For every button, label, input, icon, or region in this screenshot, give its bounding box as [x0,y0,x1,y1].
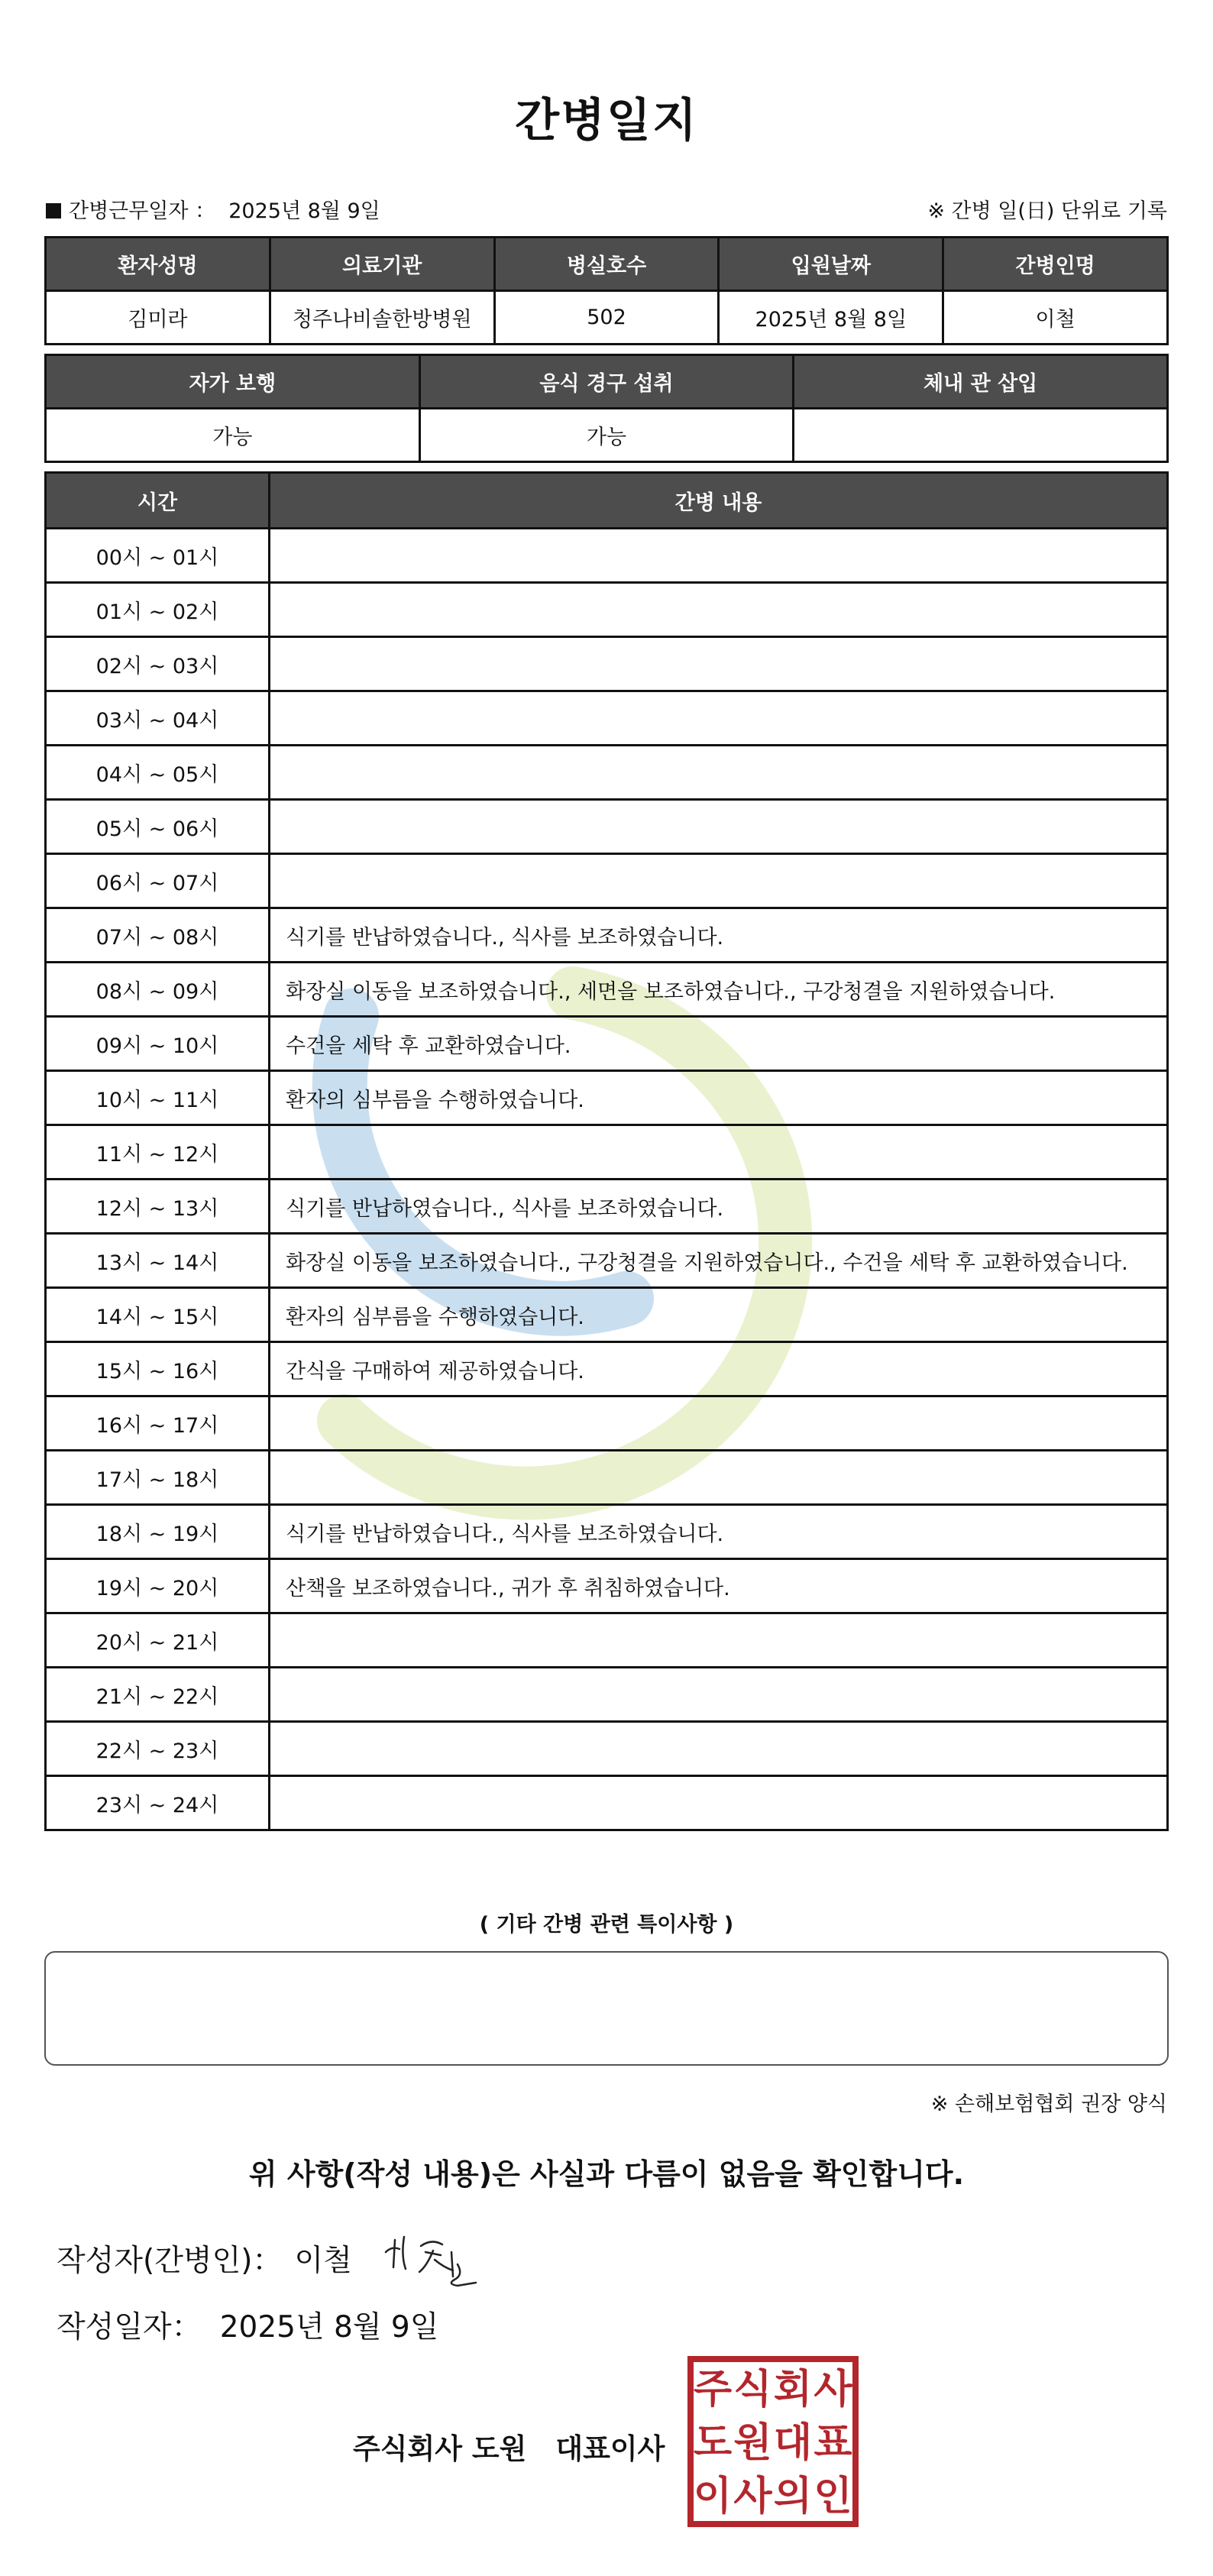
seal-char: 회 [773,2367,813,2413]
self-walking-cell: 가능 [46,409,420,462]
time-slot-cell: 23시 ~ 24시 [46,1776,270,1830]
room-number-cell: 502 [494,291,719,345]
table-row [46,1071,1168,1125]
table-row [46,1342,1168,1396]
care-content-cell [270,1396,1168,1451]
care-content-cell: 환자의 심부름을 수행하였습니다. [270,1071,1168,1125]
table-row [46,1559,1168,1613]
seal-char: 이 [693,2474,733,2519]
care-content-cell: 식기를 반납하였습니다., 식사를 보조하였습니다. [270,1505,1168,1559]
care-content-cell: 산책을 보조하였습니다., 귀가 후 취침하였습니다. [270,1559,1168,1613]
seal-char: 사 [733,2474,772,2519]
table-row [46,1234,1168,1288]
time-slot-cell: 14시 ~ 15시 [46,1288,270,1342]
header-care-content: 간병 내용 [270,473,1168,529]
header-caregiver-name: 간병인명 [943,238,1168,291]
table-row [46,1722,1168,1776]
table-row [46,1451,1168,1505]
time-slot-cell: 02시 ~ 03시 [46,637,270,691]
time-slot-cell: 13시 ~ 14시 [46,1234,270,1288]
write-date-line [57,2303,438,2346]
time-slot-cell: 16시 ~ 17시 [46,1396,270,1451]
care-content-cell [270,637,1168,691]
time-slot-cell: 04시 ~ 05시 [46,746,270,800]
table-row [46,1613,1168,1668]
header-oral-intake: 음식 경구 섭취 [419,355,794,409]
patient-name-cell: 김미라 [46,291,270,345]
table-row [46,583,1168,637]
time-slot-cell: 00시 ~ 01시 [46,529,270,583]
header-room-number: 병실호수 [494,238,719,291]
care-content-cell [270,691,1168,746]
table-row [46,637,1168,691]
care-content-cell: 화장실 이동을 보조하였습니다., 세면을 보조하였습니다., 구강청결을 지원하였습니다. [270,963,1168,1017]
header-hospital: 의료기관 [270,238,494,291]
writer-name: 이철 [294,2244,352,2278]
time-slot-cell: 10시 ~ 11시 [46,1071,270,1125]
seal-char: 원 [733,2420,772,2466]
write-date-value: 2025년 8월 9일 [219,2310,439,2345]
table-row [46,1125,1168,1180]
time-slot-cell: 19시 ~ 20시 [46,1559,270,1613]
table-row [46,963,1168,1017]
time-slot-cell: 09시 ~ 10시 [46,1017,270,1071]
seal-char: 주 [693,2367,733,2413]
time-slot-cell: 07시 ~ 08시 [46,908,270,963]
time-slot-cell: 12시 ~ 13시 [46,1180,270,1234]
seal-char: 도 [693,2420,733,2466]
daily-record-note: ※ 간병 일(日) 단위로 기록 [927,199,1167,223]
seal-char: 대 [773,2420,813,2466]
time-slot-cell: 18시 ~ 19시 [46,1505,270,1559]
care-content-cell [270,854,1168,908]
care-content-cell [270,583,1168,637]
work-date-label: 간병근무일자 ： [69,199,216,223]
table-row [46,691,1168,746]
company-name: 주식회사 도원 [353,2432,527,2465]
time-slot-cell: 17시 ~ 18시 [46,1451,270,1505]
header-time: 시간 [46,473,270,529]
time-slot-cell: 03시 ~ 04시 [46,691,270,746]
time-slot-cell: 11시 ~ 12시 [46,1125,270,1180]
seal-char: 표 [814,2420,852,2466]
care-content-cell [270,1668,1168,1722]
header-tube-insertion: 체내 관 삽입 [794,355,1168,409]
company-line [353,2426,665,2467]
seal-char: 사 [814,2367,852,2413]
time-slot-cell: 05시 ~ 06시 [46,800,270,854]
writer-label: 작성자(간병인)： [57,2244,283,2278]
work-date-value: 2025년 8월 9일 [228,199,380,223]
table-row [46,1017,1168,1071]
header-self-walking: 자가 보행 [46,355,420,409]
patient-info-table [44,236,1169,345]
time-slot-cell: 08시 ~ 09시 [46,963,270,1017]
table-row [46,746,1168,800]
care-content-cell [270,1451,1168,1505]
seal-char: 의 [773,2474,813,2519]
table-row [46,1668,1168,1722]
table-row [46,1180,1168,1234]
seal-char: 식 [733,2367,772,2413]
table-row [46,1396,1168,1451]
header-patient-name: 환자성명 [46,238,270,291]
time-slot-cell: 20시 ~ 21시 [46,1613,270,1668]
patient-status-table [44,354,1169,463]
table-row [46,1505,1168,1559]
table-row [46,800,1168,854]
table-row [46,1776,1168,1830]
hospital-cell: 청주나비솔한방병원 [270,291,494,345]
time-slot-cell: 21시 ~ 22시 [46,1668,270,1722]
seal-char: 인 [814,2474,852,2519]
care-content-cell [270,1125,1168,1180]
admission-date-cell: 2025년 8월 8일 [719,291,943,345]
header-admission-date: 입원날짜 [719,238,943,291]
care-log-table [44,471,1169,1831]
table-row [46,529,1168,583]
memo-title: ( 기타 간병 관련 특이사항 ) [479,1913,734,1937]
special-notes-box [44,1951,1169,2066]
care-content-cell: 식기를 반납하였습니다., 식사를 보조하였습니다. [270,908,1168,963]
care-content-cell: 화장실 이동을 보조하였습니다., 구강청결을 지원하였습니다., 수건을 세탁 후 교환하였습니다. [270,1234,1168,1288]
care-content-cell: 식기를 반납하였습니다., 식사를 보조하였습니다. [270,1180,1168,1234]
table-row [46,854,1168,908]
care-content-cell [270,529,1168,583]
recommend-note: ※ 손해보험협회 권장 양식 [930,2092,1167,2116]
care-content-cell [270,1722,1168,1776]
write-date-label: 작성일자： [57,2310,202,2345]
time-slot-cell: 01시 ~ 02시 [46,583,270,637]
oral-intake-cell: 가능 [419,409,794,462]
care-content-cell [270,746,1168,800]
time-slot-cell: 22시 ~ 23시 [46,1722,270,1776]
care-content-cell [270,800,1168,854]
care-content-cell [270,1613,1168,1668]
caregiver-name-cell: 이철 [943,291,1168,345]
handwritten-signature [378,2229,485,2290]
work-date-line [46,194,380,224]
care-content-cell: 간식을 구매하여 제공하였습니다. [270,1342,1168,1396]
company-representative: 대표이사 [555,2432,665,2465]
confirmation-statement: 위 사항(작성 내용)은 사실과 다름이 없음을 확인합니다. [248,2157,965,2191]
tube-insertion-cell [794,409,1168,462]
company-seal-stamp [687,2355,859,2528]
care-log-rows [46,529,1168,1830]
page-title: 간병일지 [515,94,698,147]
table-row [46,1288,1168,1342]
care-content-cell [270,1776,1168,1830]
square-bullet-icon [46,203,61,218]
time-slot-cell: 06시 ~ 07시 [46,854,270,908]
time-slot-cell: 15시 ~ 16시 [46,1342,270,1396]
writer-line [57,2237,352,2280]
care-content-cell: 수건을 세탁 후 교환하였습니다. [270,1017,1168,1071]
care-content-cell: 환자의 심부름을 수행하였습니다. [270,1288,1168,1342]
table-row [46,908,1168,963]
